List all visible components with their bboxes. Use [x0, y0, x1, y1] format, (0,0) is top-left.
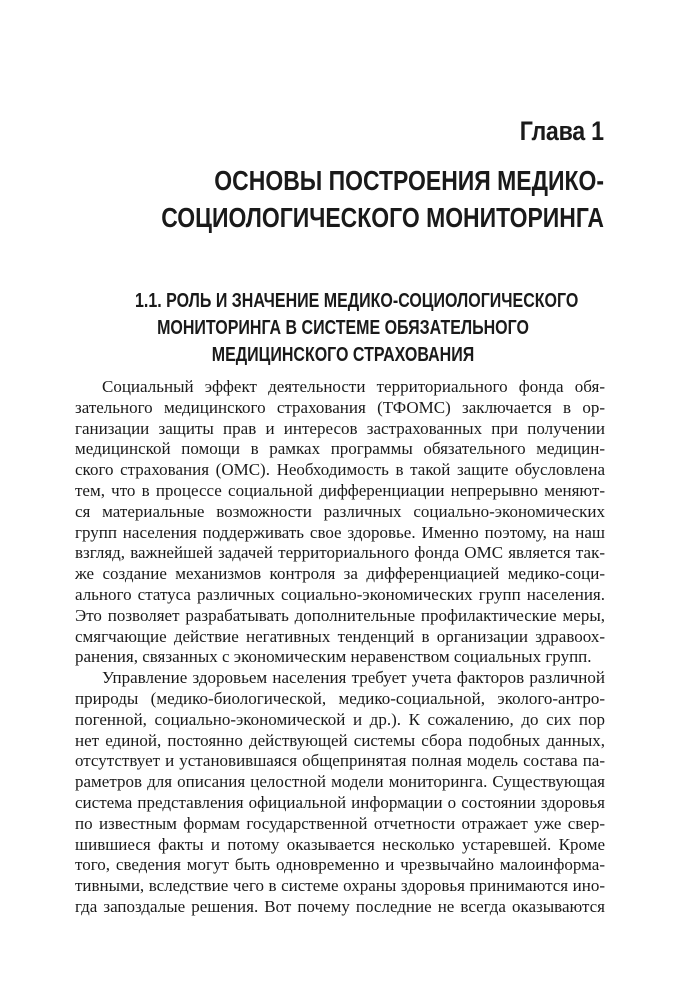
- section-title: [83, 288, 603, 369]
- paragraph-2-line: раметров для описания целостной модели мониторинга. Существующая: [75, 772, 605, 792]
- paragraph-1-line: ского страхования (ОМС). Необходимость в такой защите обусловлена: [75, 460, 605, 480]
- paragraph-1-line: Это позволяет разрабатывать дополнительные профилактические меры,: [75, 605, 605, 625]
- paragraph-2-line: погенной, социально-экономической и др.). К сожалению, до сих пор: [75, 709, 605, 729]
- paragraph-1-line: ранения, связанных с экономическим неравенством социальных групп.: [75, 647, 592, 667]
- paragraph-1-line: Социальный эффект деятельности территориального фонда обя-: [102, 377, 605, 396]
- section-title-line: МОНИТОРИНГА В СИСТЕМЕ ОБЯЗАТЕЛЬНОГО: [157, 317, 529, 339]
- section-title-line: 1.1. РОЛЬ И ЗНАЧЕНИЕ МЕДИКО-СОЦИОЛОГИЧЕСКОГО: [135, 290, 579, 312]
- paragraph-2-line: нет единой, постоянно действующей системы сбора подобных данных,: [75, 730, 605, 750]
- chapter-title-line: ОСНОВЫ ПОСТРОЕНИЯ МЕДИКО-: [214, 165, 604, 196]
- paragraph-1-line: взгляд, важнейшей задачей территориального фонда ОМС является так-: [75, 543, 605, 563]
- paragraph-2-line: природы (медико-биологической, медико-социальной, эколого-антро-: [75, 688, 605, 708]
- paragraph-1-line: смягчающие действие негативных тенденций в организации здравоох-: [75, 626, 605, 646]
- paragraph-2-line: по известным формам государственной отчетности отражает уже свер-: [75, 813, 605, 833]
- paragraph-2-line: шившиеся факты и потому оказывается несколько устаревшей. Кроме: [75, 834, 605, 854]
- paragraph-2-line: тивными, вследствие чего в системе охраны здоровья принимаются ино-: [75, 876, 605, 896]
- section-title-line: МЕДИЦИНСКОГО СТРАХОВАНИЯ: [211, 344, 475, 366]
- chapter-label: Глава 1: [519, 116, 604, 146]
- paragraph-1-line: зательного медицинского страхования (ТФОМС) заключается в ор-: [75, 397, 605, 417]
- paragraph-2-line: Управление здоровьем населения требует учета факторов различной: [102, 668, 605, 688]
- chapter-title: [112, 162, 604, 236]
- paragraph-1-line: тем, что в процессе социальной дифференциации непрерывно меняют-: [75, 480, 605, 500]
- paragraph-1-line: групп населения поддерживать свое здоровье. Именно поэтому, на наш: [75, 522, 605, 542]
- paragraph-2-line: отсутствует и установившаяся общепринятая полная модель состава па-: [75, 751, 605, 771]
- paragraph-1-line: медицинской помощи в рамках программы обязательного медицин-: [75, 439, 605, 459]
- chapter-title-line: СОЦИОЛОГИЧЕСКОГО МОНИТОРИНГА: [161, 202, 604, 233]
- body-text: [75, 377, 605, 918]
- paragraph-1-line: же создание механизмов контроля за дифференциацией медико-соци-: [75, 564, 605, 584]
- paragraph-2-line: гда запоздалые решения. Вот почему последние не всегда оказываются: [75, 896, 605, 916]
- paragraph-1-line: ся материальные возможности различных социально-экономических: [75, 501, 605, 521]
- paragraph-1-line: ального статуса различных социально-экономических групп населения.: [75, 584, 605, 604]
- paragraph-1-line: ганизации защиты прав и интересов застрахованных при получении: [75, 418, 605, 438]
- paragraph-2-line: того, сведения могут быть одновременно и чрезвычайно малоинформа-: [75, 855, 605, 875]
- paragraph-2-line: система представления официальной информации о состоянии здоровья: [75, 792, 605, 812]
